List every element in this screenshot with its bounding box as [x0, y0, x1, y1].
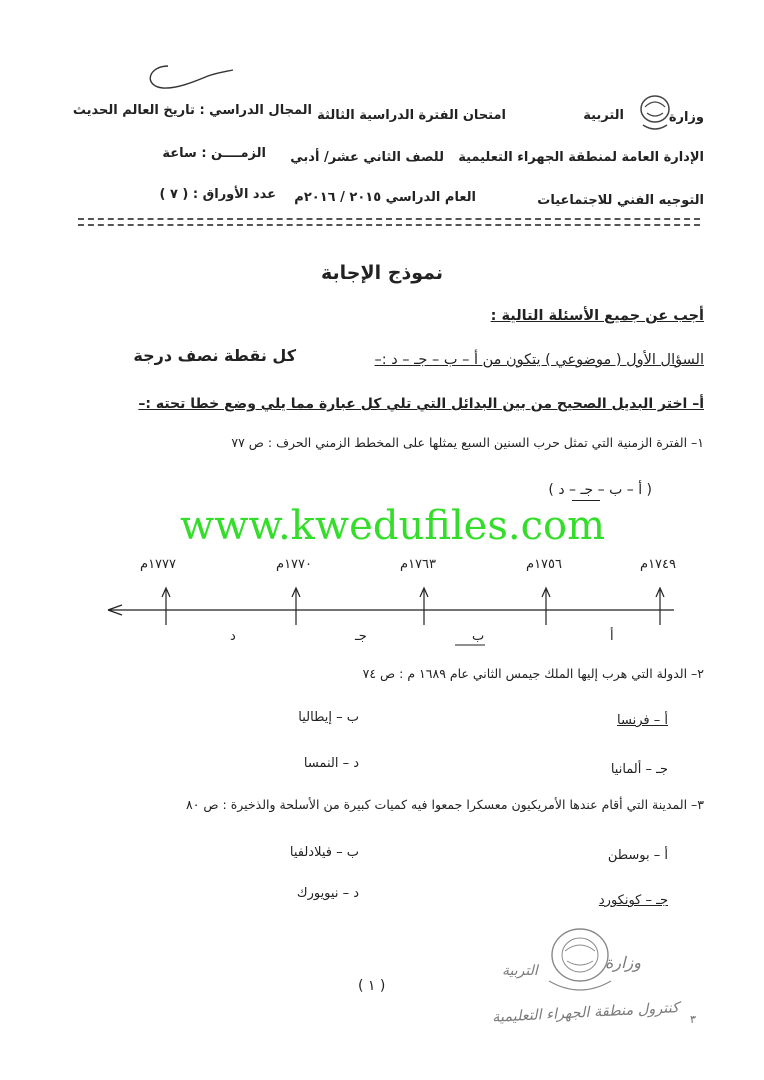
- instruction: أجب عن جميع الأسئلة التالية :: [490, 308, 704, 324]
- item2-option-c: جـ – ألمانيا: [610, 762, 668, 777]
- item2-option-b: ب – إيطاليا: [298, 710, 359, 725]
- timeline-year-label: ١٧٧٧م: [140, 557, 176, 572]
- timeline-year-label: ١٧٦٣م: [400, 557, 436, 572]
- timeline-period-letter: د: [230, 629, 236, 644]
- q1-item3: ٣– المدينة التي أقام عندها الأمريكيون معسكرا جمعوا فيه كميات كبيرة من الأسلحة والذخيرة : ص ٨٠: [186, 797, 704, 812]
- stamp-ministry: وزارة: [605, 953, 642, 972]
- stamp-education: التربية: [502, 963, 538, 979]
- q1-part-a: [138, 396, 704, 412]
- timeline-tick-arrow: [292, 588, 300, 625]
- header-separator: [78, 218, 700, 220]
- academic-year: العام الدراسي ٢٠١٥ / ٢٠١٦م: [294, 190, 476, 205]
- subject-field: المجال الدراسي : تاريخ العالم الحديث: [72, 103, 312, 118]
- grade-label: للصف الثاني عشر/ أدبي: [290, 150, 444, 165]
- education-label: التربية: [583, 108, 624, 123]
- guidance-label: التوجيه الفني للاجتماعيات: [537, 193, 704, 208]
- directorate-label: الإدارة العامة لمنطقة الجهراء التعليمية: [458, 150, 704, 165]
- page-number: ( ١ ): [358, 978, 386, 994]
- q1-item1: ١– الفترة الزمنية التي تمثل حرب السنين السبع يمثلها على المخطط الزمني الحرف : ص ٧٧: [231, 435, 704, 450]
- timeline-year-label: ١٧٧٠م: [276, 557, 312, 572]
- q1-points: كل نقطة نصف درجة: [133, 346, 296, 365]
- timeline-year-label: ١٧٤٩م: [640, 557, 676, 572]
- timeline-period-letter: أ: [610, 629, 614, 644]
- timeline-year-label: ١٧٥٦م: [526, 557, 562, 572]
- timeline-tick-arrow: [162, 588, 170, 625]
- pages-count: عدد الأوراق : ( ٧ ): [159, 187, 276, 202]
- corner-mark: ٣: [690, 1013, 696, 1026]
- time-label: الزمــــن : ساعة: [162, 146, 266, 161]
- item3-option-c: جـ – كونكورد: [598, 893, 668, 908]
- stamp-zone: كنترول منطقة الجهراء التعليمية: [491, 1000, 680, 1026]
- item3-option-b: ب – فيلادلفيا: [289, 845, 359, 860]
- timeline: [100, 550, 680, 660]
- item3-option-d: د – نيويورك: [296, 886, 359, 901]
- q1-part-a-text: أ– اختر البديل الصحيح من بين البدائل التي تلي كل عبارة مما يلي وضع خطا تحته :–: [138, 396, 704, 412]
- watermark: www.kwedufiles.com: [180, 503, 605, 549]
- answer-model-title: نموذج الإجابة: [321, 262, 443, 284]
- choice-underline: [572, 500, 600, 501]
- item2-option-d: د – النمسا: [303, 756, 359, 771]
- q1-item1-choices: ( أ – ب – جـ – د ): [548, 482, 652, 498]
- header-separator-2: [78, 224, 700, 226]
- exam-title: امتحان الفترة الدراسية الثالثة: [317, 108, 506, 123]
- timeline-period-letter: جـ: [355, 629, 367, 644]
- item3-option-a: أ – بوسطن: [607, 848, 668, 863]
- signature-scribble: [138, 58, 248, 98]
- timeline-tick-arrow: [420, 588, 428, 625]
- timeline-period-letter: ب: [472, 629, 485, 644]
- ministry-label: وزارة: [668, 110, 704, 125]
- ministry-logo-icon: [637, 93, 673, 135]
- q1-heading: السؤال الأول ( موضوعي ) يتكون من أ – ب – جـ – د :–: [374, 352, 704, 368]
- timeline-tick-arrow: [542, 588, 550, 625]
- q1-item2: ٢– الدولة التي هرب إليها الملك جيمس الثاني عام ١٦٨٩ م : ص ٧٤: [362, 666, 704, 681]
- item2-option-a: أ – فرنسا: [617, 713, 668, 728]
- timeline-tick-arrow: [656, 588, 664, 625]
